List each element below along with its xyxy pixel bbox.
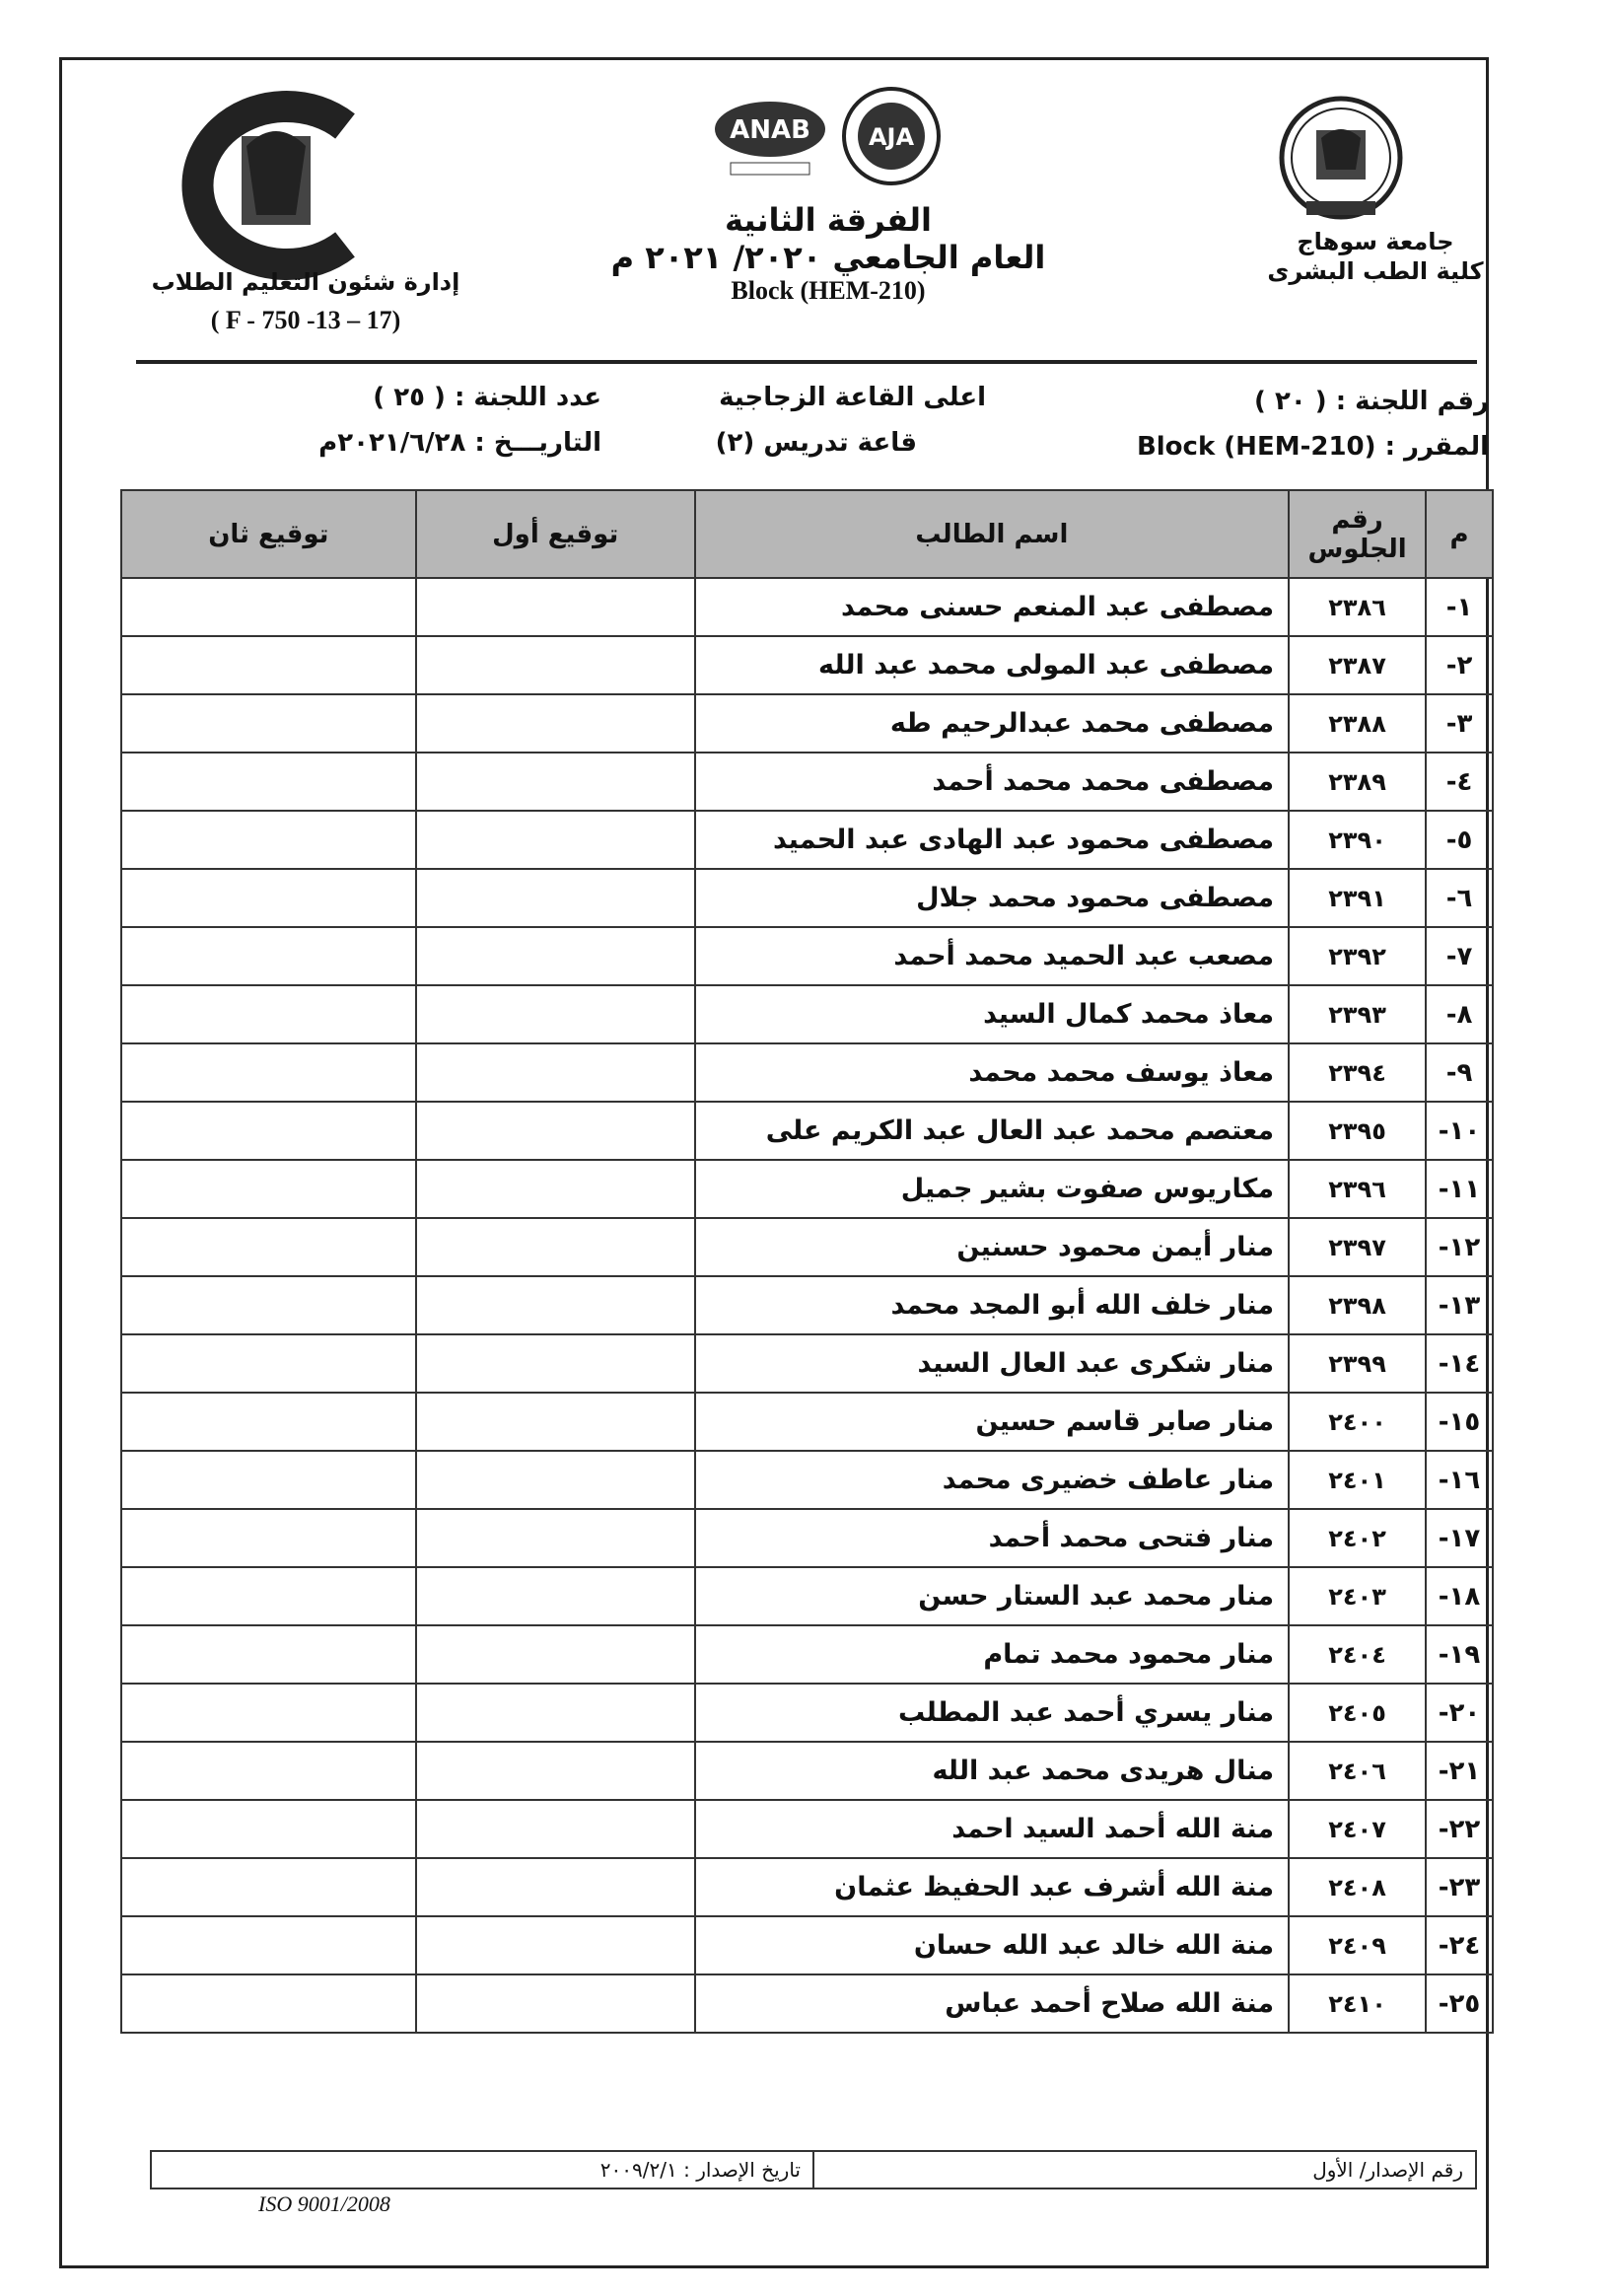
committee-count: عدد اللجنة : ( ٢٥ )	[373, 383, 601, 412]
row-second-signature-cell[interactable]	[121, 1276, 416, 1334]
row-serial: ٢٤-	[1426, 1916, 1493, 1974]
row-seat-number: ٢٤٠٠	[1289, 1393, 1426, 1451]
academic-year: العام الجامعي ٢٠٢٠/ ٢٠٢١ م	[610, 239, 1046, 276]
row-first-signature-cell[interactable]	[416, 1916, 695, 1974]
row-student-name: منار يسري أحمد عبد المطلب	[695, 1684, 1289, 1742]
table-row	[121, 753, 1493, 811]
row-student-name: مصعب عبد الحميد محمد أحمد	[695, 927, 1289, 985]
row-serial: ٢١-	[1426, 1742, 1493, 1800]
row-student-name: منة الله خالد عبد الله حسان	[695, 1916, 1289, 1974]
table-row	[121, 1858, 1493, 1916]
row-seat-number: ٢٣٩١	[1289, 869, 1426, 927]
col-serial: م	[1426, 490, 1493, 578]
table-row	[121, 636, 1493, 694]
table-row	[121, 811, 1493, 869]
hall-line-2: قاعة تدريس (٢)	[715, 428, 917, 458]
row-seat-number: ٢٣٩٦	[1289, 1160, 1426, 1218]
row-first-signature-cell[interactable]	[416, 1625, 695, 1684]
department-block	[148, 268, 463, 335]
table-row	[121, 1684, 1493, 1742]
row-student-name: معاذ محمد كمال السيد	[695, 985, 1289, 1043]
row-first-signature-cell[interactable]	[416, 927, 695, 985]
row-first-signature-cell[interactable]	[416, 1218, 695, 1276]
issue-date: تاريخ الإصدار : ٢٠٠٩/٢/١	[599, 2158, 801, 2182]
row-first-signature-cell[interactable]	[416, 1684, 695, 1742]
row-first-signature-cell[interactable]	[416, 1451, 695, 1509]
row-second-signature-cell[interactable]	[121, 1393, 416, 1451]
table-row	[121, 694, 1493, 753]
row-second-signature-cell[interactable]	[121, 1218, 416, 1276]
row-seat-number: ٢٣٩٣	[1289, 985, 1426, 1043]
row-serial: ١٥-	[1426, 1393, 1493, 1451]
department-name: إدارة شئون التعليم الطلاب	[151, 268, 460, 296]
table-row	[121, 1742, 1493, 1800]
row-student-name: منار أيمن محمود حسنين	[695, 1218, 1289, 1276]
table-row	[121, 1218, 1493, 1276]
row-first-signature-cell[interactable]	[416, 1393, 695, 1451]
row-serial: ٢٢-	[1426, 1800, 1493, 1858]
row-student-name: منال هريدى محمد عبد الله	[695, 1742, 1289, 1800]
table-row	[121, 1451, 1493, 1509]
row-student-name: معاذ يوسف محمد محمد	[695, 1043, 1289, 1102]
col-seat-number: رقم الجلوس	[1289, 490, 1426, 578]
row-second-signature-cell[interactable]	[121, 694, 416, 753]
anab-logo-icon	[711, 92, 829, 180]
col-first-signature: توقيع أول	[416, 490, 695, 578]
table-row	[121, 1567, 1493, 1625]
table-row	[121, 1509, 1493, 1567]
students-table	[120, 489, 1494, 2034]
row-serial: ١٦-	[1426, 1451, 1493, 1509]
row-serial: ١٤-	[1426, 1334, 1493, 1393]
row-student-name: منار صابر قاسم حسين	[695, 1393, 1289, 1451]
hall-line-1: اعلى القاعة الزجاجية	[719, 383, 986, 412]
row-second-signature-cell[interactable]	[121, 1043, 416, 1102]
row-first-signature-cell[interactable]	[416, 1567, 695, 1625]
row-serial: ٧-	[1426, 927, 1493, 985]
row-second-signature-cell[interactable]	[121, 1509, 416, 1567]
row-first-signature-cell[interactable]	[416, 694, 695, 753]
row-first-signature-cell[interactable]	[416, 753, 695, 811]
row-serial: ١٢-	[1426, 1218, 1493, 1276]
row-second-signature-cell[interactable]	[121, 1334, 416, 1393]
row-second-signature-cell[interactable]	[121, 1567, 416, 1625]
row-student-name: مصطفى محمود محمد جلال	[695, 869, 1289, 927]
svg-text:AJA: AJA	[868, 123, 915, 151]
course-label: المقرر : Block (HEM-210)	[1136, 432, 1489, 462]
row-student-name: منار فتحى محمد أحمد	[695, 1509, 1289, 1567]
row-serial: ٢٥-	[1426, 1974, 1493, 2033]
table-row	[121, 1974, 1493, 2033]
row-seat-number: ٢٤٠٥	[1289, 1684, 1426, 1742]
row-serial: ٢-	[1426, 636, 1493, 694]
table-row	[121, 578, 1493, 636]
row-student-name: منة الله صلاح أحمد عباس	[695, 1974, 1289, 2033]
table-row	[121, 1334, 1493, 1393]
table-row	[121, 985, 1493, 1043]
row-second-signature-cell[interactable]	[121, 578, 416, 636]
iso-label: ISO 9001/2008	[258, 2191, 390, 2216]
row-serial: ٤-	[1426, 753, 1493, 811]
row-seat-number: ٢٣٩٨	[1289, 1276, 1426, 1334]
row-student-name: منار محمد عبد الستار حسن	[695, 1567, 1289, 1625]
university-seal-icon	[1277, 91, 1405, 229]
issue-number: رقم الإصدار/ الأول	[812, 2152, 1475, 2188]
row-seat-number: ٢٤٠١	[1289, 1451, 1426, 1509]
header-divider	[136, 360, 1477, 364]
row-serial: ٣-	[1426, 694, 1493, 753]
table-row	[121, 1043, 1493, 1102]
row-serial: ١٧-	[1426, 1509, 1493, 1567]
row-first-signature-cell[interactable]	[416, 1276, 695, 1334]
row-seat-number: ٢٣٨٦	[1289, 578, 1426, 636]
university-name: جامعة سوهاج	[1297, 228, 1454, 255]
row-student-name: مصطفى عبد المولى محمد عبد الله	[695, 636, 1289, 694]
row-serial: ٩-	[1426, 1043, 1493, 1102]
row-serial: ٦-	[1426, 869, 1493, 927]
row-serial: ١٩-	[1426, 1625, 1493, 1684]
row-seat-number: ٢٣٨٨	[1289, 694, 1426, 753]
row-first-signature-cell[interactable]	[416, 811, 695, 869]
row-second-signature-cell[interactable]	[121, 753, 416, 811]
row-second-signature-cell[interactable]	[121, 869, 416, 927]
table-row	[121, 1102, 1493, 1160]
row-seat-number: ٢٤٠٢	[1289, 1509, 1426, 1567]
row-second-signature-cell[interactable]	[121, 1858, 416, 1916]
row-seat-number: ٢٤٠٣	[1289, 1567, 1426, 1625]
row-seat-number: ٢٤١٠	[1289, 1974, 1426, 2033]
class-year: الفرقة الثانية	[725, 201, 932, 239]
exam-date: التاريـــخ : ٢٠٢١/٦/٢٨م	[318, 428, 601, 458]
row-serial: ١٠-	[1426, 1102, 1493, 1160]
table-row	[121, 1160, 1493, 1218]
table-row	[121, 1916, 1493, 1974]
certification-logos	[592, 77, 1065, 195]
row-student-name: منة الله أحمد السيد احمد	[695, 1800, 1289, 1858]
row-second-signature-cell[interactable]	[121, 1684, 416, 1742]
center-header	[592, 77, 1065, 306]
row-first-signature-cell[interactable]	[416, 1858, 695, 1916]
row-first-signature-cell[interactable]	[416, 1974, 695, 2033]
row-student-name: منار خلف الله أبو المجد محمد	[695, 1276, 1289, 1334]
row-seat-number: ٢٤٠٨	[1289, 1858, 1426, 1916]
row-second-signature-cell[interactable]	[121, 811, 416, 869]
table-row	[121, 1625, 1493, 1684]
row-first-signature-cell[interactable]	[416, 1043, 695, 1102]
row-student-name: منار عاطف خضيرى محمد	[695, 1451, 1289, 1509]
row-first-signature-cell[interactable]	[416, 636, 695, 694]
row-student-name: مصطفى محمود عبد الهادى عبد الحميد	[695, 811, 1289, 869]
faculty-logo-icon	[148, 87, 394, 284]
row-seat-number: ٢٣٩٤	[1289, 1043, 1426, 1102]
table-row	[121, 1276, 1493, 1334]
row-first-signature-cell[interactable]	[416, 985, 695, 1043]
university-block	[1257, 227, 1494, 286]
row-seat-number: ٢٣٩٥	[1289, 1102, 1426, 1160]
row-seat-number: ٢٤٠٧	[1289, 1800, 1426, 1858]
row-first-signature-cell[interactable]	[416, 1102, 695, 1160]
footer-bar	[150, 2150, 1477, 2189]
committee-number: رقم اللجنة : ( ٢٠ )	[1254, 387, 1489, 416]
col-second-signature: توقيع ثان	[121, 490, 416, 578]
row-second-signature-cell[interactable]	[121, 1916, 416, 1974]
row-first-signature-cell[interactable]	[416, 1509, 695, 1567]
svg-text:ANAB: ANAB	[730, 115, 810, 145]
table-header-row	[121, 490, 1493, 578]
row-student-name: مصطفى محمد محمد أحمد	[695, 753, 1289, 811]
row-second-signature-cell[interactable]	[121, 927, 416, 985]
row-seat-number: ٢٣٩٠	[1289, 811, 1426, 869]
row-seat-number: ٢٣٩٢	[1289, 927, 1426, 985]
row-first-signature-cell[interactable]	[416, 1742, 695, 1800]
row-serial: ٥-	[1426, 811, 1493, 869]
row-serial: ١١-	[1426, 1160, 1493, 1218]
form-code: ( F - 750 -13 – 17)	[210, 306, 401, 334]
row-seat-number: ٢٣٩٩	[1289, 1334, 1426, 1393]
row-student-name: مصطفى عبد المنعم حسنى محمد	[695, 578, 1289, 636]
row-first-signature-cell[interactable]	[416, 578, 695, 636]
table-row	[121, 1800, 1493, 1858]
row-serial: ١٣-	[1426, 1276, 1493, 1334]
col-student-name: اسم الطالب	[695, 490, 1289, 578]
row-second-signature-cell[interactable]	[121, 1742, 416, 1800]
row-serial: ٨-	[1426, 985, 1493, 1043]
row-seat-number: ٢٤٠٦	[1289, 1742, 1426, 1800]
row-second-signature-cell[interactable]	[121, 1800, 416, 1858]
row-second-signature-cell[interactable]	[121, 1974, 416, 2033]
aja-logo-icon	[837, 82, 946, 190]
table-row	[121, 927, 1493, 985]
row-seat-number: ٢٤٠٤	[1289, 1625, 1426, 1684]
row-seat-number: ٢٤٠٩	[1289, 1916, 1426, 1974]
row-second-signature-cell[interactable]	[121, 985, 416, 1043]
row-student-name: منار شكرى عبد العال السيد	[695, 1334, 1289, 1393]
row-seat-number: ٢٣٩٧	[1289, 1218, 1426, 1276]
row-student-name: معتصم محمد عبد العال عبد الكريم على	[695, 1102, 1289, 1160]
row-second-signature-cell[interactable]	[121, 1102, 416, 1160]
row-second-signature-cell[interactable]	[121, 636, 416, 694]
table-row	[121, 869, 1493, 927]
table-row	[121, 1393, 1493, 1451]
row-serial: ٢٣-	[1426, 1858, 1493, 1916]
row-first-signature-cell[interactable]	[416, 1160, 695, 1218]
row-student-name: مكاريوس صفوت بشير جميل	[695, 1160, 1289, 1218]
table-body	[121, 578, 1493, 2033]
row-serial: ٢٠-	[1426, 1684, 1493, 1742]
block-title: Block (HEM-210)	[731, 276, 926, 305]
row-student-name: منة الله أشرف عبد الحفيظ عثمان	[695, 1858, 1289, 1916]
row-student-name: منار محمود محمد تمام	[695, 1625, 1289, 1684]
row-second-signature-cell[interactable]	[121, 1625, 416, 1684]
row-second-signature-cell[interactable]	[121, 1160, 416, 1218]
row-first-signature-cell[interactable]	[416, 1800, 695, 1858]
row-student-name: مصطفى محمد عبدالرحيم طه	[695, 694, 1289, 753]
row-first-signature-cell[interactable]	[416, 1334, 695, 1393]
row-seat-number: ٢٣٨٩	[1289, 753, 1426, 811]
row-first-signature-cell[interactable]	[416, 869, 695, 927]
row-seat-number: ٢٣٨٧	[1289, 636, 1426, 694]
row-serial: ١-	[1426, 578, 1493, 636]
row-serial: ١٨-	[1426, 1567, 1493, 1625]
row-second-signature-cell[interactable]	[121, 1451, 416, 1509]
faculty-name: كلية الطب البشرى	[1267, 257, 1484, 285]
